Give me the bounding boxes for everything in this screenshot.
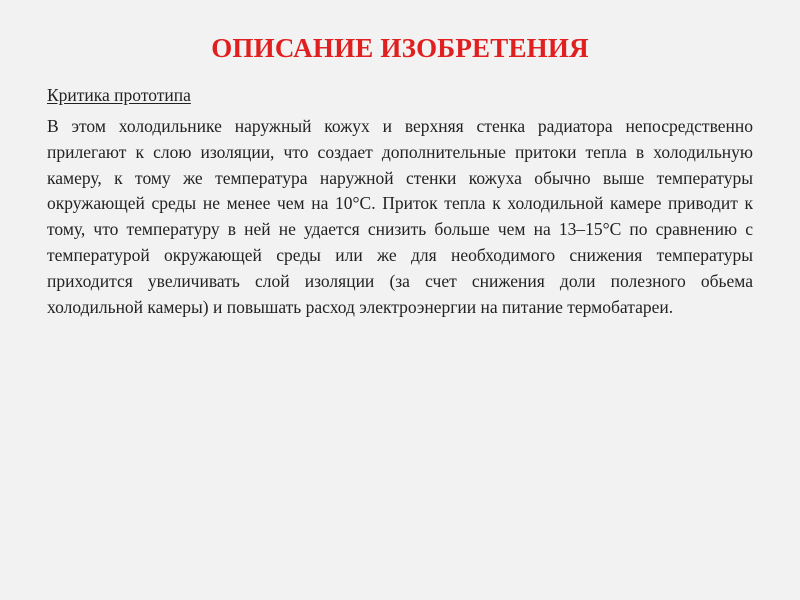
slide-content <box>47 83 753 320</box>
slide-title: ОПИСАНИЕ ИЗОБРЕТЕНИЯ <box>211 33 589 63</box>
body-paragraph: В этом холодильнике наружный кожух и верхняя стенка радиатора непосредственно прилегают к слою изоляции, что создает дополнительные притоки тепла в холодильную камеру, к тому же температура наружной стенки кожуха обычно выше температуры окружающей среды не менее чем на 10°С. Приток тепла к холодильной камере приводит к тому, что температуру в ней не удается снизить больше чем на 13–15°С по сравнению с температурой окружающей среды или же для необходимого снижения температуры приходится увеличивать слой изоляции (за счет снижения доли полезного обьема холодильной камеры) и повышать расход электроэнергии на питание термобатареи. <box>47 116 753 317</box>
section-subtitle: Критика прототипа <box>47 85 191 105</box>
